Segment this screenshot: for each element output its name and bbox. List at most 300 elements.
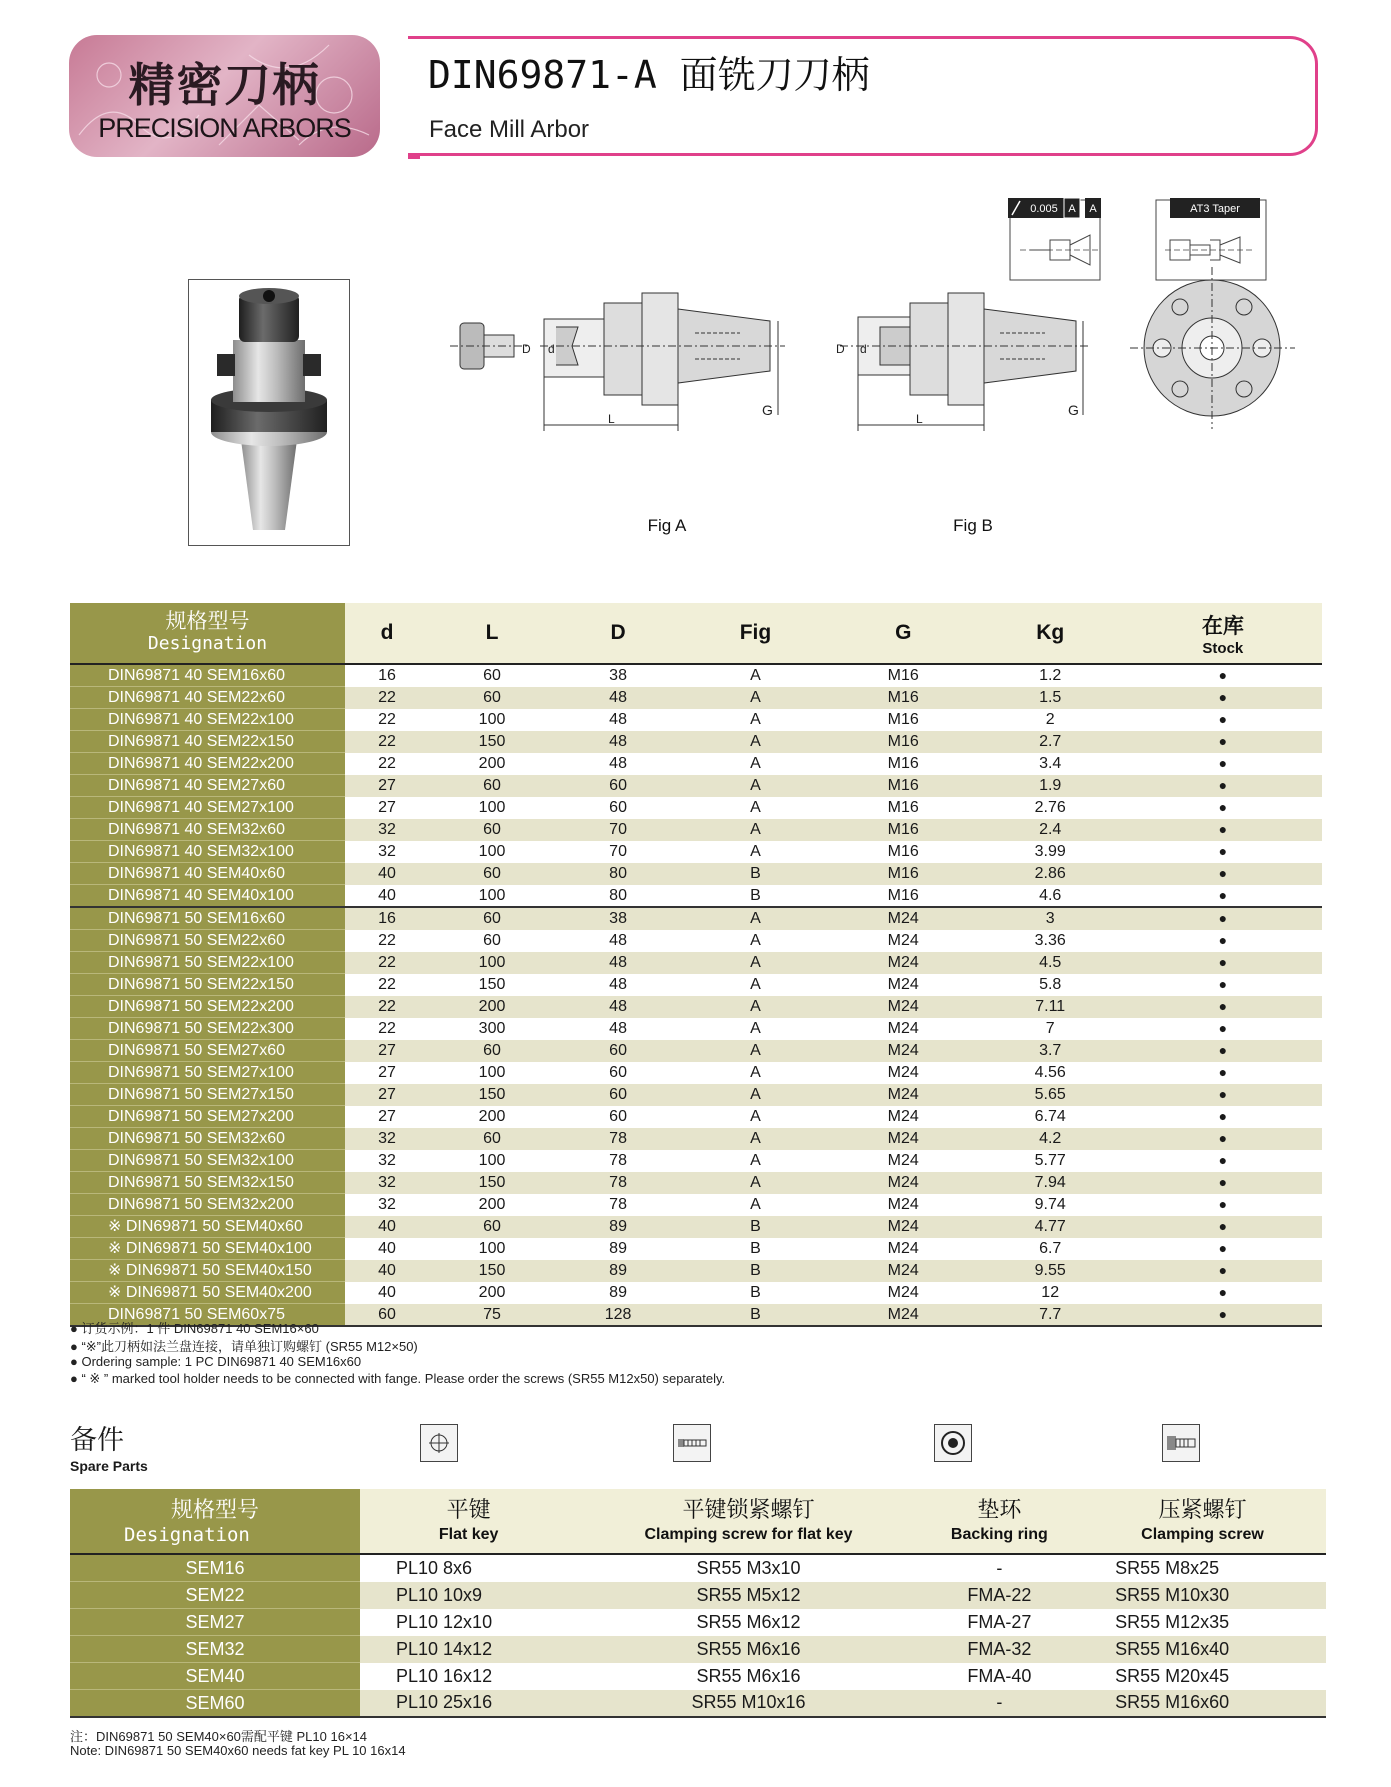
cell-kg: 5.65 xyxy=(977,1084,1124,1106)
cell-fig: B xyxy=(681,1260,830,1282)
cell-L: 100 xyxy=(429,709,555,731)
cell-designation: DIN69871 50 SEM22x200 xyxy=(70,996,345,1018)
cell-stock: ● xyxy=(1124,1238,1322,1260)
specification-table xyxy=(70,603,1322,1327)
product-photo xyxy=(188,279,350,546)
table-row xyxy=(70,1018,1322,1040)
table-row xyxy=(70,1282,1322,1304)
sp-col-flat-key-en: Flat key xyxy=(438,1526,499,1543)
spare-parts-title: 备件 xyxy=(70,1425,124,1456)
cell-G: M24 xyxy=(830,907,977,930)
cell-fig: A xyxy=(681,709,830,731)
cell-d: 16 xyxy=(345,907,429,930)
cell-stock: ● xyxy=(1124,687,1322,709)
cell-kg: 7.11 xyxy=(977,996,1124,1018)
cell-fig: A xyxy=(681,974,830,996)
fig-b-label: Fig B xyxy=(953,516,993,535)
sp-cell-designation: SEM27 xyxy=(70,1609,360,1636)
table-row xyxy=(70,930,1322,952)
table-row xyxy=(70,687,1322,709)
cell-stock: ● xyxy=(1124,1150,1322,1172)
cell-L: 100 xyxy=(429,841,555,863)
sp-col-designation-en: Designation xyxy=(124,1524,250,1546)
cell-d: 40 xyxy=(345,1216,429,1238)
fig-a-dim-G: G xyxy=(762,402,773,418)
cell-fig: A xyxy=(681,952,830,974)
cell-stock: ● xyxy=(1124,1084,1322,1106)
cell-designation: DIN69871 40 SEM40x60 xyxy=(70,863,345,885)
cell-designation: DIN69871 50 SEM27x60 xyxy=(70,1040,345,1062)
note-flange-en: ● “ ※ ” marked tool holder needs to be connected with fange. Please order the screws (SR55 M12x50) separately. xyxy=(70,1371,726,1386)
cell-kg: 5.77 xyxy=(977,1150,1124,1172)
cell-D: 60 xyxy=(555,1062,681,1084)
fig-a-dim-d: d xyxy=(548,342,555,356)
table-row xyxy=(70,907,1322,930)
table-row xyxy=(70,1582,1326,1609)
cell-stock: ● xyxy=(1124,885,1322,908)
cell-stock: ● xyxy=(1124,1172,1322,1194)
col-designation-en: Designation xyxy=(147,633,268,654)
cell-d: 27 xyxy=(345,1084,429,1106)
sp-col-flat-key xyxy=(360,1489,577,1554)
cell-designation: DIN69871 50 SEM22x60 xyxy=(70,930,345,952)
table-row xyxy=(70,1150,1322,1172)
cell-designation: DIN69871 50 SEM32x200 xyxy=(70,1194,345,1216)
cell-d: 32 xyxy=(345,841,429,863)
cell-G: M16 xyxy=(830,709,977,731)
cell-kg: 5.8 xyxy=(977,974,1124,996)
cell-stock: ● xyxy=(1124,1216,1322,1238)
table-row xyxy=(70,1609,1326,1636)
cell-G: M24 xyxy=(830,1194,977,1216)
cell-d: 40 xyxy=(345,1282,429,1304)
cell-G: M24 xyxy=(830,1084,977,1106)
col-fig: Fig xyxy=(681,603,830,664)
cell-G: M24 xyxy=(830,1128,977,1150)
sp-cell-flat-key: PL10 10x9 xyxy=(360,1582,577,1609)
cell-kg: 9.55 xyxy=(977,1260,1124,1282)
cell-d: 27 xyxy=(345,775,429,797)
cell-L: 200 xyxy=(429,753,555,775)
cell-G: M16 xyxy=(830,885,977,908)
cell-d: 27 xyxy=(345,797,429,819)
cell-D: 60 xyxy=(555,1084,681,1106)
note-order-sample-cn: ● 订货示例：1 件 DIN69871 40 SEM16×60 xyxy=(70,1321,319,1336)
cell-d: 32 xyxy=(345,1194,429,1216)
cell-D: 78 xyxy=(555,1150,681,1172)
table-row xyxy=(70,952,1322,974)
table-row xyxy=(70,1663,1326,1690)
logo-chinese-text: 精密刀柄 xyxy=(128,58,321,112)
cell-fig: A xyxy=(681,1128,830,1150)
cell-D: 80 xyxy=(555,863,681,885)
cell-D: 38 xyxy=(555,664,681,687)
cell-fig: A xyxy=(681,1040,830,1062)
sp-cell-backing-ring: FMA-22 xyxy=(920,1582,1079,1609)
backing-ring-icon xyxy=(934,1424,972,1462)
cell-d: 22 xyxy=(345,974,429,996)
cell-L: 150 xyxy=(429,1084,555,1106)
sp-cell-backing-ring: - xyxy=(920,1690,1079,1718)
cell-d: 22 xyxy=(345,952,429,974)
cell-fig: A xyxy=(681,1106,830,1128)
table-row xyxy=(70,1554,1326,1582)
cell-stock: ● xyxy=(1124,1106,1322,1128)
cell-G: M24 xyxy=(830,1150,977,1172)
cell-D: 48 xyxy=(555,930,681,952)
cell-G: M16 xyxy=(830,664,977,687)
sp-cell-backing-ring: FMA-40 xyxy=(920,1663,1079,1690)
sp-cell-designation: SEM32 xyxy=(70,1636,360,1663)
cell-designation: DIN69871 50 SEM22x300 xyxy=(70,1018,345,1040)
cell-D: 48 xyxy=(555,996,681,1018)
table-row xyxy=(70,841,1322,863)
cell-fig: A xyxy=(681,1150,830,1172)
cell-fig: B xyxy=(681,1216,830,1238)
sp-cell-designation: SEM22 xyxy=(70,1582,360,1609)
sp-cell-clamping-screw: SR55 M8x25 xyxy=(1079,1554,1326,1582)
cell-G: M16 xyxy=(830,753,977,775)
cell-L: 60 xyxy=(429,907,555,930)
cell-L: 200 xyxy=(429,1282,555,1304)
sp-cell-backing-ring: FMA-27 xyxy=(920,1609,1079,1636)
cell-D: 128 xyxy=(555,1304,681,1327)
sp-col-backing-ring xyxy=(920,1489,1079,1554)
cell-designation: DIN69871 50 SEM16x60 xyxy=(70,907,345,930)
table-row xyxy=(70,863,1322,885)
cell-designation: DIN69871 40 SEM16x60 xyxy=(70,664,345,687)
col-designation-cn: 规格型号 xyxy=(165,610,250,633)
col-L: L xyxy=(429,603,555,664)
sp-cell-clamping-screw-flat-key: SR55 M6x16 xyxy=(577,1663,919,1690)
cell-kg: 2 xyxy=(977,709,1124,731)
cell-D: 60 xyxy=(555,797,681,819)
cell-designation: DIN69871 50 SEM27x150 xyxy=(70,1084,345,1106)
cell-designation: DIN69871 50 SEM22x100 xyxy=(70,952,345,974)
cell-G: M16 xyxy=(830,687,977,709)
footnote-en: Note: DIN69871 50 SEM40x60 needs fat key PL 10 16x14 xyxy=(70,1743,406,1758)
cell-G: M24 xyxy=(830,1282,977,1304)
cell-G: M24 xyxy=(830,1260,977,1282)
table-row xyxy=(70,709,1322,731)
col-kg: Kg xyxy=(977,603,1124,664)
cell-d: 22 xyxy=(345,709,429,731)
sp-cell-clamping-screw: SR55 M16x40 xyxy=(1079,1636,1326,1663)
sp-cell-clamping-screw-flat-key: SR55 M6x16 xyxy=(577,1636,919,1663)
sp-cell-clamping-screw-flat-key: SR55 M5x12 xyxy=(577,1582,919,1609)
cell-stock: ● xyxy=(1124,1062,1322,1084)
cell-D: 78 xyxy=(555,1128,681,1150)
note-order-sample-en: ● Ordering sample: 1 PC DIN69871 40 SEM16x60 xyxy=(70,1354,362,1369)
cell-stock: ● xyxy=(1124,1282,1322,1304)
sp-cell-designation: SEM60 xyxy=(70,1690,360,1718)
cell-designation: DIN69871 40 SEM22x200 xyxy=(70,753,345,775)
cell-G: M24 xyxy=(830,952,977,974)
cell-stock: ● xyxy=(1124,996,1322,1018)
cell-L: 60 xyxy=(429,1040,555,1062)
sp-cell-clamping-screw-flat-key: SR55 M10x16 xyxy=(577,1690,919,1718)
sp-cell-designation: SEM40 xyxy=(70,1663,360,1690)
taper-label: AT3 Taper xyxy=(1190,203,1240,215)
table-row xyxy=(70,1106,1322,1128)
logo-english-text: PRECISION ARBORS xyxy=(98,113,351,143)
table-row xyxy=(70,753,1322,775)
fig-a-drawing xyxy=(450,293,785,431)
cell-kg: 2.86 xyxy=(977,863,1124,885)
cell-d: 32 xyxy=(345,819,429,841)
cell-stock: ● xyxy=(1124,1018,1322,1040)
tolerance-datum: A xyxy=(1068,203,1076,215)
cell-stock: ● xyxy=(1124,1128,1322,1150)
table-row xyxy=(70,1260,1322,1282)
cell-d: 27 xyxy=(345,1040,429,1062)
technical-drawings xyxy=(440,195,1320,545)
tolerance-box xyxy=(1008,198,1101,280)
sp-cell-backing-ring: FMA-32 xyxy=(920,1636,1079,1663)
cell-kg: 6.7 xyxy=(977,1238,1124,1260)
sp-cell-flat-key: PL10 16x12 xyxy=(360,1663,577,1690)
cell-kg: 7 xyxy=(977,1018,1124,1040)
cell-kg: 3.7 xyxy=(977,1040,1124,1062)
sp-cell-clamping-screw: SR55 M10x30 xyxy=(1079,1582,1326,1609)
cell-stock: ● xyxy=(1124,952,1322,974)
taper-box xyxy=(1156,198,1266,280)
cell-G: M24 xyxy=(830,1040,977,1062)
table-row xyxy=(70,1690,1326,1718)
cell-L: 60 xyxy=(429,1128,555,1150)
cell-kg: 12 xyxy=(977,1282,1124,1304)
cell-L: 100 xyxy=(429,952,555,974)
cell-kg: 4.2 xyxy=(977,1128,1124,1150)
table-row xyxy=(70,1040,1322,1062)
cell-kg: 3.99 xyxy=(977,841,1124,863)
table-header-row xyxy=(70,603,1322,664)
cell-kg: 2.7 xyxy=(977,731,1124,753)
flat-key-icon xyxy=(420,1424,458,1462)
fig-a-dim-D: D xyxy=(522,342,531,356)
cell-G: M24 xyxy=(830,1062,977,1084)
cell-fig: A xyxy=(681,664,830,687)
sp-cell-clamping-screw: SR55 M16x60 xyxy=(1079,1690,1326,1718)
cell-G: M24 xyxy=(830,974,977,996)
cell-D: 89 xyxy=(555,1216,681,1238)
cell-G: M16 xyxy=(830,797,977,819)
cell-fig: A xyxy=(681,1062,830,1084)
sp-col-backing-ring-cn: 垫环 xyxy=(977,1498,1022,1523)
cell-d: 22 xyxy=(345,1018,429,1040)
cell-fig: B xyxy=(681,1282,830,1304)
col-G: G xyxy=(830,603,977,664)
cell-D: 60 xyxy=(555,775,681,797)
cell-D: 89 xyxy=(555,1238,681,1260)
cell-L: 60 xyxy=(429,930,555,952)
cell-G: M24 xyxy=(830,1106,977,1128)
cell-D: 48 xyxy=(555,731,681,753)
footnote-cn: 注：DIN69871 50 SEM40×60需配平键 PL10 16×14 xyxy=(70,1729,368,1744)
sp-col-designation-cn: 规格型号 xyxy=(170,1498,259,1523)
sp-col-clamping-screw xyxy=(1079,1489,1326,1554)
cell-G: M16 xyxy=(830,819,977,841)
cell-stock: ● xyxy=(1124,1304,1322,1327)
cell-G: M24 xyxy=(830,1304,977,1327)
cell-fig: A xyxy=(681,1084,830,1106)
sp-cell-designation: SEM16 xyxy=(70,1554,360,1582)
col-stock-cn: 在库 xyxy=(1201,614,1244,638)
cell-fig: A xyxy=(681,907,830,930)
sp-col-flat-key-cn: 平键 xyxy=(446,1498,491,1523)
cell-d: 27 xyxy=(345,1106,429,1128)
cell-D: 89 xyxy=(555,1282,681,1304)
sp-cell-flat-key: PL10 14x12 xyxy=(360,1636,577,1663)
cell-d: 40 xyxy=(345,1260,429,1282)
cell-kg: 3.36 xyxy=(977,930,1124,952)
cell-fig: A xyxy=(681,1194,830,1216)
cell-designation: DIN69871 40 SEM22x150 xyxy=(70,731,345,753)
cell-stock: ● xyxy=(1124,930,1322,952)
cell-designation: DIN69871 50 SEM60x75 xyxy=(70,1304,345,1327)
cell-L: 150 xyxy=(429,1260,555,1282)
cell-G: M24 xyxy=(830,1172,977,1194)
table-row xyxy=(70,1172,1322,1194)
cell-fig: B xyxy=(681,863,830,885)
table-row xyxy=(70,731,1322,753)
cell-kg: 9.74 xyxy=(977,1194,1124,1216)
cell-designation: DIN69871 50 SEM27x200 xyxy=(70,1106,345,1128)
cell-kg: 4.77 xyxy=(977,1216,1124,1238)
table-row xyxy=(70,1238,1322,1260)
cell-stock: ● xyxy=(1124,863,1322,885)
cell-stock: ● xyxy=(1124,1040,1322,1062)
cell-D: 38 xyxy=(555,907,681,930)
cell-d: 60 xyxy=(345,1304,429,1327)
table-row xyxy=(70,775,1322,797)
cell-L: 150 xyxy=(429,731,555,753)
table-row xyxy=(70,664,1322,687)
cell-kg: 1.9 xyxy=(977,775,1124,797)
cell-fig: A xyxy=(681,841,830,863)
cell-L: 100 xyxy=(429,797,555,819)
fig-a-label: Fig A xyxy=(647,516,687,535)
cell-L: 60 xyxy=(429,687,555,709)
cell-stock: ● xyxy=(1124,731,1322,753)
cell-D: 60 xyxy=(555,1040,681,1062)
cell-d: 27 xyxy=(345,1062,429,1084)
cell-stock: ● xyxy=(1124,907,1322,930)
cell-kg: 2.4 xyxy=(977,819,1124,841)
cell-G: M24 xyxy=(830,930,977,952)
col-stock xyxy=(1124,603,1322,664)
cell-designation: DIN69871 50 SEM32x60 xyxy=(70,1128,345,1150)
page-subtitle: Face Mill Arbor xyxy=(429,116,590,143)
note-flange-cn: ● “※”此刀柄如法兰盘连接，请单独订购螺钉 (SR55 M12×50) xyxy=(70,1339,418,1354)
cell-d: 22 xyxy=(345,753,429,775)
sp-col-clamping-screw-en: Clamping screw xyxy=(1141,1526,1264,1543)
fig-b-dim-L: L xyxy=(916,412,923,426)
cell-stock: ● xyxy=(1124,775,1322,797)
clamping-screw-icon xyxy=(1162,1424,1200,1462)
cell-fig: A xyxy=(681,819,830,841)
cell-stock: ● xyxy=(1124,1194,1322,1216)
cell-G: M24 xyxy=(830,1216,977,1238)
cell-G: M16 xyxy=(830,775,977,797)
cell-fig: A xyxy=(681,687,830,709)
sp-cell-clamping-screw: SR55 M12x35 xyxy=(1079,1609,1326,1636)
cell-fig: B xyxy=(681,1238,830,1260)
cell-designation: DIN69871 40 SEM40x100 xyxy=(70,885,345,908)
clamping-screw-flat-key-icon xyxy=(673,1424,711,1462)
table-row xyxy=(70,996,1322,1018)
cell-G: M24 xyxy=(830,1238,977,1260)
cell-L: 60 xyxy=(429,1216,555,1238)
cell-G: M16 xyxy=(830,863,977,885)
cell-stock: ● xyxy=(1124,974,1322,996)
cell-kg: 4.56 xyxy=(977,1062,1124,1084)
cell-G: M24 xyxy=(830,996,977,1018)
cell-L: 150 xyxy=(429,974,555,996)
cell-D: 60 xyxy=(555,1106,681,1128)
col-designation xyxy=(70,603,345,664)
cell-d: 32 xyxy=(345,1150,429,1172)
cell-D: 48 xyxy=(555,753,681,775)
sp-col-clamping-screw-flat-key-cn: 平键锁紧螺钉 xyxy=(682,1498,815,1523)
cell-L: 60 xyxy=(429,863,555,885)
cell-L: 150 xyxy=(429,1172,555,1194)
cell-kg: 7.7 xyxy=(977,1304,1124,1327)
cell-stock: ● xyxy=(1124,709,1322,731)
cell-designation: DIN69871 40 SEM27x60 xyxy=(70,775,345,797)
sp-col-designation xyxy=(70,1489,360,1554)
cell-d: 16 xyxy=(345,664,429,687)
cell-stock: ● xyxy=(1124,664,1322,687)
cell-designation: ※ DIN69871 50 SEM40x150 xyxy=(70,1260,345,1282)
table-row xyxy=(70,1084,1322,1106)
sp-cell-backing-ring: - xyxy=(920,1554,1079,1582)
cell-d: 32 xyxy=(345,1172,429,1194)
cell-d: 22 xyxy=(345,687,429,709)
cell-d: 32 xyxy=(345,1128,429,1150)
fig-b-dim-G: G xyxy=(1068,402,1079,418)
cell-designation: DIN69871 50 SEM27x100 xyxy=(70,1062,345,1084)
cell-designation: DIN69871 50 SEM22x150 xyxy=(70,974,345,996)
fig-a-dim-L: L xyxy=(608,412,615,426)
cell-designation: DIN69871 40 SEM32x100 xyxy=(70,841,345,863)
cell-stock: ● xyxy=(1124,1260,1322,1282)
cell-G: M16 xyxy=(830,731,977,753)
cell-fig: A xyxy=(681,1018,830,1040)
cell-d: 40 xyxy=(345,863,429,885)
cell-designation: ※ DIN69871 50 SEM40x200 xyxy=(70,1282,345,1304)
cell-L: 200 xyxy=(429,1106,555,1128)
sp-cell-clamping-screw-flat-key: SR55 M6x12 xyxy=(577,1609,919,1636)
cell-d: 22 xyxy=(345,731,429,753)
cell-stock: ● xyxy=(1124,819,1322,841)
table-row xyxy=(70,1636,1326,1663)
cell-d: 40 xyxy=(345,1238,429,1260)
sp-col-clamping-screw-cn: 压紧螺钉 xyxy=(1158,1498,1247,1523)
tolerance-value: 0.005 xyxy=(1030,203,1058,215)
table-row xyxy=(70,885,1322,908)
cell-kg: 4.6 xyxy=(977,885,1124,908)
cell-D: 70 xyxy=(555,819,681,841)
table-row xyxy=(70,1216,1322,1238)
brand-logo xyxy=(69,35,380,157)
cell-stock: ● xyxy=(1124,753,1322,775)
cell-L: 100 xyxy=(429,1150,555,1172)
cell-designation: DIN69871 40 SEM27x100 xyxy=(70,797,345,819)
cell-designation: ※ DIN69871 50 SEM40x60 xyxy=(70,1216,345,1238)
spare-parts-table xyxy=(70,1489,1326,1718)
cell-kg: 3 xyxy=(977,907,1124,930)
